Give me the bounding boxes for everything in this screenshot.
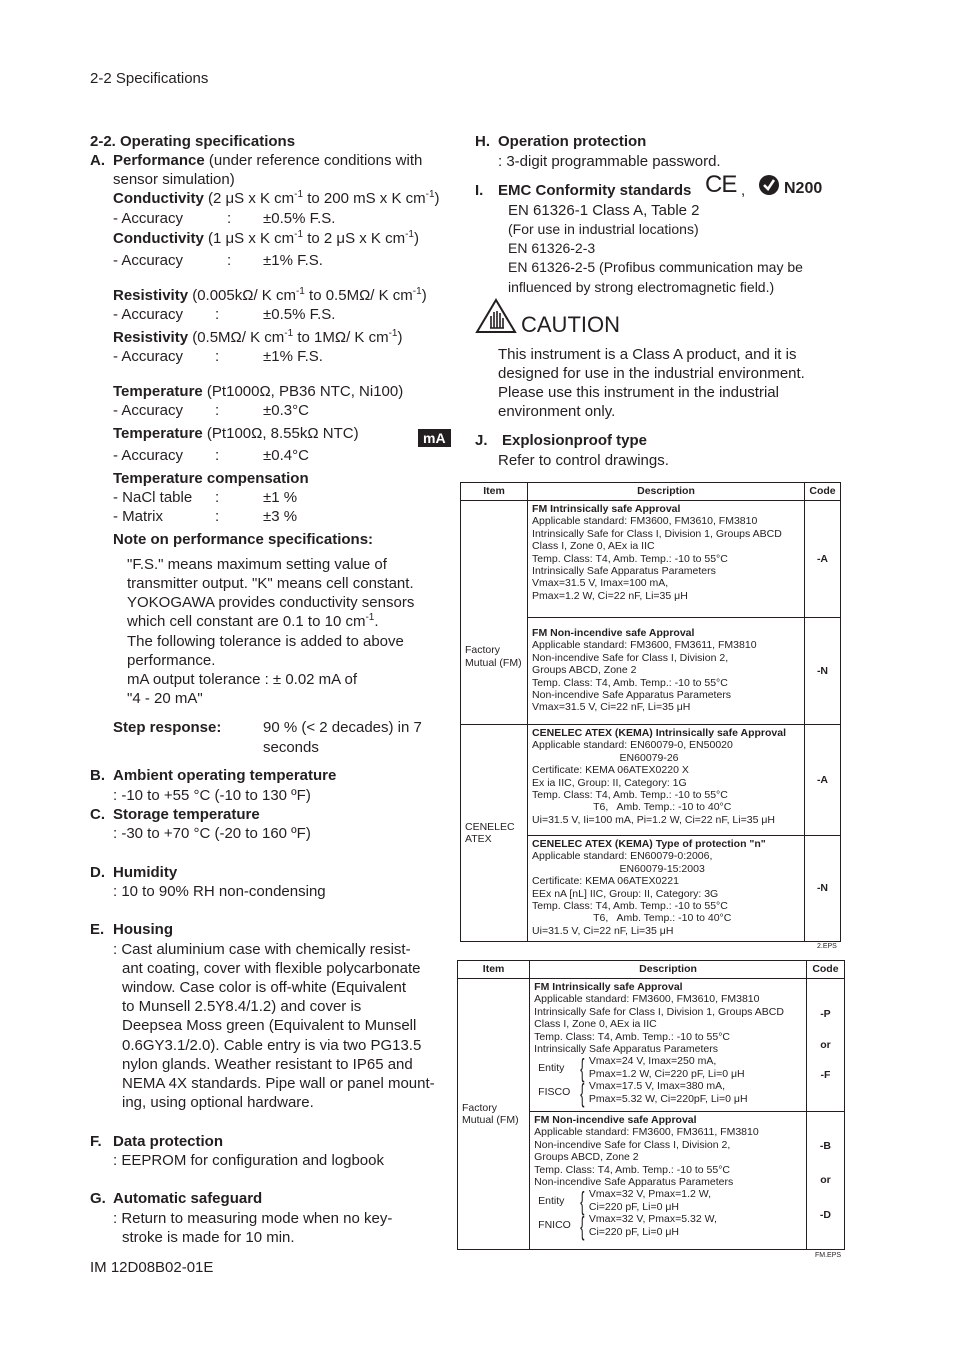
caution-hand-icon bbox=[475, 298, 517, 334]
page-footer-docid: IM 12D08B02-01E bbox=[90, 1259, 214, 1276]
tc-matrix-label: - Matrix bbox=[113, 508, 163, 525]
code-cell: -A bbox=[804, 501, 840, 618]
accuracy-label: - Accuracy bbox=[113, 210, 184, 227]
code-cell bbox=[806, 1112, 844, 1250]
desc-line: Ex ia IIC, Group: II, Category: 1G bbox=[532, 776, 687, 789]
description-cell bbox=[528, 725, 805, 836]
housing-line: nylon glands. Weather resistant to IP65 and bbox=[122, 1056, 413, 1073]
explosionproof-table-2 bbox=[457, 960, 845, 1250]
approval-title: FM Intrinsically safe Approval bbox=[534, 981, 683, 993]
emc-line: EN 61326-2-3 bbox=[508, 240, 596, 256]
desc-line: Vmax=31.5 V, Imax=100 mA, bbox=[532, 577, 669, 590]
item-label: CENELEC ATEX bbox=[465, 820, 515, 845]
n200-mark: N200 bbox=[784, 180, 823, 197]
colon: : bbox=[215, 402, 220, 419]
step-response-value: seconds bbox=[263, 739, 319, 756]
code-value: -D bbox=[819, 1208, 831, 1221]
temperature-1 bbox=[113, 382, 403, 401]
conductivity-1-label: Conductivity bbox=[113, 190, 204, 207]
fnico-params bbox=[538, 1210, 802, 1241]
resistivity-1-label: Resistivity bbox=[113, 287, 189, 304]
description-cell bbox=[530, 1112, 807, 1250]
code-value: -B bbox=[819, 1139, 831, 1152]
item-f-letter: F. bbox=[90, 1133, 102, 1150]
text: to 0.5MΩ/ K cm bbox=[304, 287, 413, 304]
table-row bbox=[461, 725, 841, 836]
tc-nacl-label: - NaCl table bbox=[113, 489, 193, 506]
desc-line: Groups ABCD, Zone 2 bbox=[534, 1151, 639, 1164]
code-cell: -A bbox=[804, 725, 840, 836]
sup: -1 bbox=[388, 328, 398, 339]
desc-line: Class I, Zone 0, AEx ia IIC bbox=[532, 540, 655, 553]
item-a-note2: sensor simulation) bbox=[113, 171, 235, 188]
item-c-letter: C. bbox=[90, 806, 105, 823]
text: ) bbox=[414, 230, 419, 247]
brace: { bbox=[580, 1077, 585, 1108]
desc-line: Ui=31.5 V, Ci=22 nF, Li=35 μH bbox=[532, 924, 674, 937]
description-cell bbox=[528, 836, 805, 942]
item-label: Factory Mutual (FM) bbox=[462, 1101, 519, 1126]
note-line: YOKOGAWA provides conductivity sensors bbox=[127, 594, 415, 611]
desc-line: Temp. Class: T4, Amb. Temp.: -10 to 55°C bbox=[534, 1030, 730, 1043]
desc-line: Non-incendive Safe for Class I, Division 2, bbox=[532, 651, 729, 664]
desc-line: EN60079-26 bbox=[532, 751, 679, 764]
desc-line: Ui=31.5 V, Ii=100 mA, Pi=1.2 W, Ci=22 nF, Li=35 μH bbox=[532, 813, 775, 826]
text: (0.5MΩ/ K cm bbox=[188, 329, 285, 346]
comma: , bbox=[741, 182, 746, 199]
desc-line: EEx nA [nL] IIC, Group: II, Category: 3G bbox=[532, 887, 719, 900]
ctick-icon bbox=[758, 174, 780, 196]
param-line: Pmax=5.32 W, Ci=220pF, Li=0 μH bbox=[588, 1092, 748, 1105]
item-e-letter: E. bbox=[90, 921, 105, 938]
entity-label: Entity bbox=[538, 1194, 565, 1207]
housing-line: 0.6GY3.1/2.0). Cable entry is via two PG13.5 bbox=[122, 1037, 422, 1054]
item-h-value: : 3-digit programmable password. bbox=[498, 153, 721, 170]
description-cell bbox=[528, 501, 805, 618]
code-value: -F bbox=[820, 1069, 831, 1082]
text: to 200 mS x K cm bbox=[303, 190, 426, 207]
sup: -1 bbox=[294, 229, 304, 240]
col-header-description: Description bbox=[528, 483, 805, 501]
step-response-value: 90 % (< 2 decades) in 7 bbox=[263, 719, 422, 736]
item-h-letter: H. bbox=[475, 133, 490, 150]
item-h-label: Operation protection bbox=[498, 133, 647, 150]
desc-line: Vmax=31.5 V, Ci=22 nF, Li=35 μH bbox=[532, 701, 691, 714]
code-or: or bbox=[820, 1038, 831, 1051]
desc-line: Applicable standard: EN60079-0:2006, bbox=[532, 850, 713, 863]
entity-params bbox=[538, 1052, 802, 1083]
item-f-label: Data protection bbox=[113, 1133, 224, 1150]
accuracy-value: ±1% F.S. bbox=[263, 348, 323, 365]
eps-label: FM.EPS bbox=[815, 1252, 842, 1259]
resistivity-1 bbox=[113, 286, 427, 305]
desc-line: T6, Amb. Temp.: -10 to 40°C bbox=[532, 912, 732, 925]
caution-line: This instrument is a Class A product, and it is bbox=[498, 346, 797, 363]
conductivity-1 bbox=[113, 189, 440, 208]
note-line: mA output tolerance : ± 0.02 mA of bbox=[127, 671, 358, 688]
params bbox=[589, 1080, 748, 1105]
approval-title: FM Non-incendive safe Approval bbox=[532, 627, 695, 639]
text: (2 μS x K cm bbox=[203, 190, 295, 207]
page-header: 2-2 Specifications bbox=[90, 70, 209, 87]
temperature-1-label: Temperature bbox=[113, 383, 203, 400]
item-a-letter: A. bbox=[90, 152, 105, 169]
col-header-item: Item bbox=[458, 961, 530, 979]
item-g-line: stroke is made for 10 min. bbox=[122, 1229, 295, 1246]
ce-mark: CE bbox=[705, 171, 737, 198]
table-row bbox=[461, 501, 841, 618]
caution-title: CAUTION bbox=[521, 312, 620, 337]
item-j-value: Refer to control drawings. bbox=[498, 452, 669, 469]
item-b-letter: B. bbox=[90, 767, 105, 784]
note-line bbox=[127, 612, 379, 631]
entity-label: Entity bbox=[538, 1061, 565, 1074]
col-header-code: Code bbox=[806, 961, 844, 979]
param-line: Vmax=24 V, Imax=250 mA, bbox=[588, 1055, 717, 1068]
desc-line: Class I, Zone 0, AEx ia IIC bbox=[534, 1018, 657, 1031]
accuracy-label: - Accuracy bbox=[113, 306, 184, 323]
colon: : bbox=[215, 508, 220, 525]
housing-line: ant coating, cover with flexible polycarbonate bbox=[122, 960, 421, 977]
item-f-value: : EEPROM for configuration and logbook bbox=[113, 1152, 384, 1169]
desc-line: Applicable standard: FM3600, FM3610, FM3810 bbox=[532, 515, 758, 528]
text: (1 μS x K cm bbox=[203, 230, 295, 247]
entity-params bbox=[538, 1185, 802, 1216]
text: ) bbox=[397, 329, 403, 346]
housing-line: window. Case color is off-white (Equivalent bbox=[122, 979, 407, 996]
accuracy-value: ±0.4°C bbox=[263, 447, 309, 464]
item-i-letter: I. bbox=[475, 182, 484, 199]
item-j-label: Explosionproof type bbox=[502, 432, 648, 449]
code-or: or bbox=[820, 1174, 831, 1187]
text: (Pt100Ω, 8.55kΩ NTC) bbox=[202, 425, 359, 442]
item-d-value: : 10 to 90% RH non-condensing bbox=[113, 883, 326, 900]
colon: : bbox=[227, 210, 232, 227]
text: (0.005kΩ/ K cm bbox=[188, 287, 296, 304]
note-line: performance. bbox=[127, 652, 216, 669]
desc-line: Temp. Class: T4, Amb. Temp.: -10 to 55°C bbox=[532, 552, 728, 565]
item-a-label: Performance bbox=[113, 152, 205, 169]
item-d-letter: D. bbox=[90, 864, 105, 881]
colon: : bbox=[227, 252, 232, 269]
eps-label: 2.EPS bbox=[817, 943, 837, 950]
tc-matrix-value: ±3 % bbox=[263, 508, 298, 525]
brace: { bbox=[580, 1052, 585, 1083]
explosionproof-table-1 bbox=[460, 482, 841, 942]
desc-line: Temp. Class: T4, Amb. Temp.: -10 to 55°C bbox=[532, 900, 728, 913]
approval-title: FM Intrinsically safe Approval bbox=[532, 503, 681, 515]
resistivity-2 bbox=[113, 328, 403, 347]
table-header-row bbox=[458, 961, 845, 979]
temperature-2 bbox=[113, 424, 359, 443]
item-cell bbox=[461, 501, 528, 725]
caution-line: Please use this instrument in the industrial bbox=[498, 384, 779, 401]
accuracy-label: - Accuracy bbox=[113, 348, 184, 365]
accuracy-label: - Accuracy bbox=[113, 252, 184, 269]
approval-title: FM Non-incendive safe Approval bbox=[534, 1114, 697, 1126]
housing-line: to Munsell 2.5Y8.4/1.2) and cover is bbox=[122, 998, 362, 1015]
section-title: 2-2. Operating specifications bbox=[90, 133, 296, 150]
sup: -1 bbox=[284, 328, 294, 339]
desc-line: Non-incendive Safe Apparatus Parameters bbox=[532, 689, 732, 702]
desc-line: Applicable standard: FM3600, FM3611, FM3810 bbox=[532, 639, 757, 652]
col-header-code: Code bbox=[804, 483, 840, 501]
item-g-label: Automatic safeguard bbox=[113, 1190, 263, 1207]
desc-line: Applicable standard: EN60079-0, EN50020 bbox=[532, 739, 733, 752]
code-cell: -N bbox=[804, 618, 840, 725]
text: . bbox=[374, 613, 379, 630]
param-line: Vmax=32 V, Pmax=5.32 W, bbox=[588, 1213, 717, 1226]
table-row bbox=[458, 979, 845, 1112]
sup: -1 bbox=[412, 286, 422, 297]
accuracy-value: ±0.5% F.S. bbox=[263, 210, 336, 227]
item-e-label: Housing bbox=[113, 921, 173, 938]
text: to 1MΩ/ K cm bbox=[293, 329, 389, 346]
resistivity-2-label: Resistivity bbox=[113, 329, 189, 346]
sup: -1 bbox=[365, 612, 375, 623]
caution-line: designed for use in the industrial environment. bbox=[498, 365, 805, 382]
item-d-label: Humidity bbox=[113, 864, 178, 881]
accuracy-value: ±0.3°C bbox=[263, 402, 309, 419]
colon: : bbox=[215, 306, 220, 323]
item-b-label: Ambient operating temperature bbox=[113, 767, 337, 784]
desc-line: Applicable standard: FM3600, FM3610, FM3810 bbox=[534, 993, 760, 1006]
param-line: Ci=220 pF, Li=0 μH bbox=[588, 1200, 679, 1213]
temp-comp-title: Temperature compensation bbox=[113, 470, 309, 487]
brace: { bbox=[580, 1210, 585, 1241]
table-header-row bbox=[461, 483, 841, 501]
params bbox=[589, 1188, 711, 1213]
fisco-params bbox=[538, 1077, 802, 1108]
colon: : bbox=[215, 348, 220, 365]
desc-line: Applicable standard: FM3600, FM3611, FM3810 bbox=[534, 1126, 759, 1139]
housing-line: Deepsea Moss green (Equivalent to Munsell bbox=[122, 1017, 417, 1034]
desc-line: Certificate: KEMA 06ATEX0221 bbox=[532, 875, 679, 888]
conductivity-2-label: Conductivity bbox=[113, 230, 204, 247]
params bbox=[589, 1055, 745, 1080]
step-response-label: Step response: bbox=[113, 719, 222, 736]
item-a-heading bbox=[113, 151, 422, 170]
text: ) bbox=[434, 190, 440, 207]
desc-line: Intrinsically Safe for Class I, Division 1, Groups ABCD bbox=[534, 1005, 784, 1018]
item-g-line: : Return to measuring mode when no key- bbox=[113, 1210, 393, 1227]
param-line: Vmax=32 V, Pmax=1.2 W, bbox=[588, 1188, 712, 1201]
note-line: transmitter output. "K" means cell constant. bbox=[127, 575, 414, 592]
sup: -1 bbox=[294, 189, 304, 200]
accuracy-value: ±1% F.S. bbox=[263, 252, 323, 269]
emc-line: (For use in industrial locations) bbox=[508, 221, 699, 237]
code-value: -P bbox=[820, 1008, 831, 1021]
description-cell bbox=[530, 979, 807, 1112]
caution-line: environment only. bbox=[498, 403, 616, 420]
item-c-value: : -30 to +70 °C (-20 to 160 ºF) bbox=[113, 825, 311, 842]
param-line: Ci=220 pF, Li=0 μH bbox=[588, 1225, 679, 1238]
note-line: "4 - 20 mA" bbox=[127, 690, 203, 707]
housing-line: NEMA 4X standards. Pipe wall or panel mount- bbox=[122, 1075, 435, 1092]
desc-line: Intrinsically Safe Apparatus Parameters bbox=[534, 1043, 719, 1056]
housing-line: ing, using optional hardware. bbox=[122, 1094, 314, 1111]
desc-line: Certificate: KEMA 06ATEX0220 X bbox=[532, 764, 689, 777]
approval-title: CENELEC ATEX (KEMA) Intrinsically safe Approval bbox=[532, 727, 787, 739]
colon: : bbox=[215, 447, 220, 464]
col-header-item: Item bbox=[461, 483, 528, 501]
params bbox=[589, 1213, 717, 1238]
item-j-letter: J. bbox=[475, 432, 488, 449]
text: which cell constant are 0.1 to 10 cm bbox=[127, 613, 366, 630]
accuracy-label: - Accuracy bbox=[113, 402, 184, 419]
note-title: Note on performance specifications: bbox=[113, 531, 374, 548]
item-b-value: : -10 to +55 °C (-10 to 130 ºF) bbox=[113, 787, 311, 804]
note-line: The following tolerance is added to above bbox=[127, 633, 404, 650]
desc-line: EN60079-15:2003 bbox=[532, 862, 705, 875]
ma-badge: mA bbox=[418, 429, 451, 447]
item-c-label: Storage temperature bbox=[113, 806, 260, 823]
description-cell bbox=[528, 618, 805, 725]
item-cell bbox=[461, 725, 528, 942]
accuracy-label: - Accuracy bbox=[113, 447, 184, 464]
temperature-2-label: Temperature bbox=[113, 425, 203, 442]
item-a-note: (under reference conditions with bbox=[204, 152, 423, 169]
approval-title: CENELEC ATEX (KEMA) Type of protection "n" bbox=[532, 838, 766, 850]
sup: -1 bbox=[425, 189, 435, 200]
col-header-description: Description bbox=[530, 961, 807, 979]
item-label: Factory Mutual (FM) bbox=[465, 644, 522, 669]
sup: -1 bbox=[295, 286, 305, 297]
text: ) bbox=[421, 287, 427, 304]
desc-line: Intrinsically Safe for Class I, Division 1, Groups ABCD bbox=[532, 527, 782, 540]
code-cell: -N bbox=[804, 836, 840, 942]
param-line: Vmax=17.5 V, Imax=380 mA, bbox=[588, 1080, 726, 1093]
item-g-letter: G. bbox=[90, 1190, 106, 1207]
emc-line: influenced by strong electromagnetic field.) bbox=[508, 279, 775, 295]
text: (Pt1000Ω, PB36 NTC, Ni100) bbox=[202, 383, 404, 400]
housing-line: : Cast aluminium case with chemically resist- bbox=[113, 941, 411, 958]
desc-line: Temp. Class: T4, Amb. Temp.: -10 to 55°C bbox=[532, 676, 728, 689]
accuracy-value: ±0.5% F.S. bbox=[263, 306, 336, 323]
emc-line: EN 61326-2-5 (Profibus communication may be bbox=[508, 259, 803, 275]
tc-nacl-value: ±1 % bbox=[263, 489, 298, 506]
desc-line: Temp. Class: T4, Amb. Temp.: -10 to 55°C bbox=[534, 1163, 730, 1176]
text: to 2 μS x K cm bbox=[303, 230, 406, 247]
desc-line: Pmax=1.2 W, Ci=22 nF, Li=35 μH bbox=[532, 589, 688, 602]
fnico-label: FNICO bbox=[538, 1219, 571, 1232]
desc-line: Intrinsically Safe Apparatus Parameters bbox=[532, 565, 716, 578]
item-cell bbox=[458, 979, 530, 1250]
sup: -1 bbox=[405, 229, 414, 240]
item-i-label: EMC Conformity standards bbox=[498, 182, 692, 199]
emc-line: EN 61326-1 Class A, Table 2 bbox=[508, 202, 700, 219]
desc-line: Non-incendive Safe for Class I, Division 2, bbox=[534, 1138, 731, 1151]
param-line: Pmax=1.2 W, Ci=220 pF, Li=0 μH bbox=[588, 1067, 745, 1080]
desc-line: Non-incendive Safe Apparatus Parameters bbox=[534, 1176, 734, 1189]
note-line: "F.S." means maximum setting value of bbox=[127, 556, 387, 573]
conductivity-2 bbox=[113, 229, 419, 248]
code-cell bbox=[806, 979, 844, 1112]
desc-line: T6, Amb. Temp.: -10 to 40°C bbox=[532, 801, 732, 814]
colon: : bbox=[215, 489, 220, 506]
desc-line: Temp. Class: T4, Amb. Temp.: -10 to 55°C bbox=[532, 789, 728, 802]
brace: { bbox=[580, 1185, 585, 1216]
desc-line: Groups ABCD, Zone 2 bbox=[532, 664, 637, 677]
fisco-label: FISCO bbox=[538, 1086, 571, 1099]
